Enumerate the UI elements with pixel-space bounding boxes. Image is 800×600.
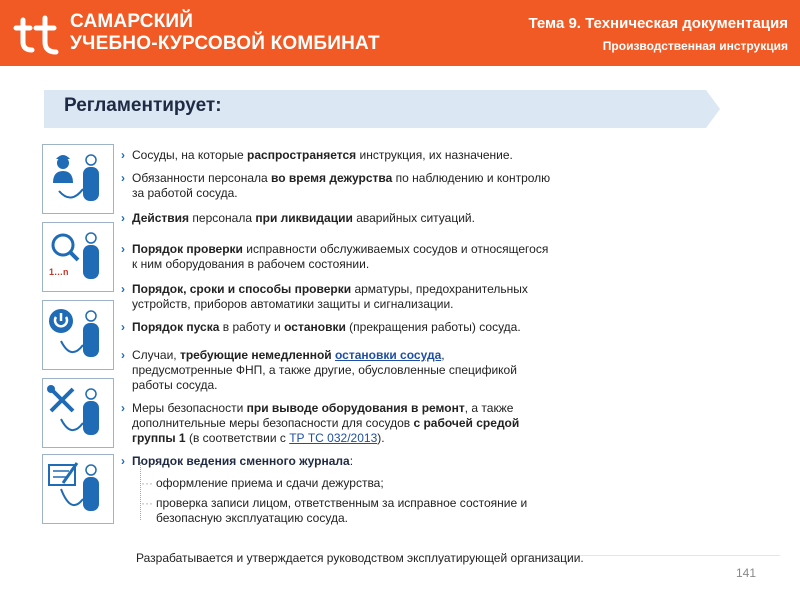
item-text: инструкция, их назначение.	[356, 148, 513, 162]
sublist-item: проверка записи лицом, ответственным за исправное состояние и	[156, 496, 528, 510]
topic-title: Тема 9. Техническая документация	[528, 15, 788, 32]
item-text: персонала	[189, 211, 256, 225]
item-text: по наблюдению и контролю	[392, 171, 551, 185]
item-text: работы сосуда.	[132, 378, 218, 392]
sublist-dots: ···	[141, 476, 153, 490]
item-text: арматуры, предохранительных	[351, 282, 528, 296]
chevron-right-icon: ›	[121, 211, 125, 225]
item-text: аварийных ситуаций.	[352, 211, 475, 225]
item-bold: Порядок проверки	[132, 242, 243, 256]
company-name-line1: САМАРСКИЙ	[70, 11, 194, 32]
tr-ts-link[interactable]: ТР ТС 032/2013	[289, 431, 378, 445]
list-item	[121, 320, 612, 335]
list-item	[121, 282, 612, 312]
item-text: ).	[377, 431, 385, 445]
page-number: 141	[736, 566, 757, 580]
stop-vessel-link[interactable]: остановки сосуда	[334, 348, 442, 362]
item-bold: Действия	[132, 211, 190, 225]
item-bold: Порядок ведения сменного журнала	[132, 454, 350, 468]
item-text: Меры безопасности	[132, 401, 247, 415]
item-text: :	[349, 454, 354, 468]
item-bold: при ликвидации	[255, 211, 353, 225]
item-text: , а также	[464, 401, 514, 415]
company-name	[70, 11, 380, 55]
list-item	[121, 454, 612, 469]
item-text: за работой сосуда.	[132, 186, 238, 200]
list-item	[121, 242, 612, 272]
chevron-right-icon: ›	[121, 148, 125, 162]
item-text: дополнительные меры безопасности для сосудов	[132, 416, 414, 430]
item-text: исправности обслуживаемых сосудов и относящегося	[242, 242, 549, 256]
item-bold: распространяется	[247, 148, 357, 162]
item-bold: при выводе оборудования в ремонт	[246, 401, 465, 415]
item-text: Обязанности персонала	[132, 171, 272, 185]
item-text: (в соответствии с	[185, 431, 290, 445]
item-bold: во время дежурства	[271, 171, 393, 185]
counter-label: 1…n	[49, 267, 69, 277]
chevron-right-icon: ›	[121, 401, 125, 415]
chevron-right-icon: ›	[121, 454, 125, 468]
sublist-connector	[140, 462, 142, 520]
list-item	[121, 171, 612, 201]
item-bold: с рабочей средой	[413, 416, 520, 430]
item-bold: группы 1	[132, 431, 186, 445]
chevron-right-icon: ›	[121, 242, 125, 256]
item-text: (прекращения работы) сосуда.	[345, 320, 521, 334]
list-item	[121, 348, 612, 393]
item-text: в работу и	[219, 320, 285, 334]
sublist-item: безопасную эксплуатацию сосуда.	[156, 511, 348, 525]
item-text: устройств, приборов автоматики защиты и сигнализации.	[132, 297, 454, 311]
item-bold: требующие немедленной	[179, 348, 335, 362]
section-title: Регламентирует:	[64, 95, 222, 116]
chevron-right-icon: ›	[121, 348, 125, 362]
company-logo-icon	[10, 8, 62, 60]
magnifier-tank-icon	[42, 222, 114, 292]
journal-tank-icon	[42, 454, 114, 524]
footer-note: Разрабатывается и утверждается руководством эксплуатирующей организации.	[136, 551, 584, 565]
item-bold: Порядок пуска	[132, 320, 220, 334]
sublist-item: оформление приема и сдачи дежурства;	[156, 476, 384, 490]
chevron-right-icon: ›	[121, 171, 125, 185]
list-item	[121, 401, 612, 446]
item-text: ,	[441, 348, 445, 362]
item-text: предусмотренные ФНП, а также другие, обусловленные спецификой	[132, 363, 517, 377]
list-item	[121, 211, 612, 226]
list-item	[121, 148, 612, 163]
topic-heading	[528, 14, 788, 55]
power-tank-icon	[42, 300, 114, 370]
topic-subtitle: Производственная инструкция	[602, 39, 788, 53]
item-text: Сосуды, на которые	[132, 148, 248, 162]
item-text: Случаи,	[132, 348, 180, 362]
item-text: к ним оборудования в рабочем состоянии.	[132, 257, 370, 271]
item-bold: остановки	[284, 320, 346, 334]
item-bold: Порядок, сроки и способы проверки	[132, 282, 352, 296]
worker-tank-icon	[42, 144, 114, 214]
header-bar	[0, 0, 800, 66]
sublist-dots: ···	[141, 496, 153, 510]
company-name-line2: УЧЕБНО-КУРСОВОЙ КОМБИНАТ	[70, 33, 380, 54]
chevron-right-icon: ›	[121, 282, 125, 296]
chevron-right-icon: ›	[121, 320, 125, 334]
tools-tank-icon	[42, 378, 114, 448]
